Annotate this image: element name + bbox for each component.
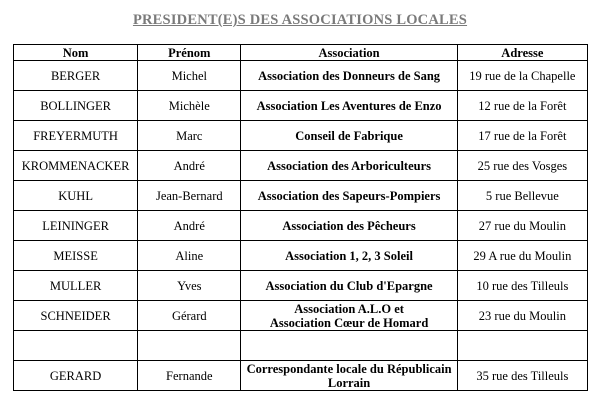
cell-association: Conseil de Fabrique [241, 121, 457, 151]
cell-association [241, 361, 457, 391]
cell-prenom: André [138, 211, 241, 241]
association-line-1: Association A.L.O et [294, 301, 404, 316]
association-line-2: Lorrain [327, 375, 371, 390]
cell-association: Association 1, 2, 3 Soleil [241, 241, 457, 271]
cell-nom: LEININGER [14, 211, 138, 241]
cell-adresse: 27 rue du Moulin [457, 211, 587, 241]
cell-adresse: 23 rue du Moulin [457, 301, 587, 331]
cell-adresse: 17 rue de la Forêt [457, 121, 587, 151]
cell-prenom: Jean-Bernard [138, 181, 241, 211]
table-row [14, 241, 588, 271]
cell-nom: MULLER [14, 271, 138, 301]
cell-adresse: 12 rue de la Forêt [457, 91, 587, 121]
page-title: PRESIDENT(E)S DES ASSOCIATIONS LOCALES [132, 12, 468, 28]
cell-association: Association des Sapeurs-Pompiers [241, 181, 457, 211]
cell-nom: KROMMENACKER [14, 151, 138, 181]
cell-prenom: Yves [138, 271, 241, 301]
cell-adresse: 5 rue Bellevue [457, 181, 587, 211]
table-row [14, 181, 588, 211]
association-line-1: Correspondante locale du Républicain [246, 361, 452, 376]
table-row [14, 91, 588, 121]
cell-prenom: Michèle [138, 91, 241, 121]
table-row [14, 301, 588, 331]
table-row-footer [14, 361, 588, 391]
association-line-2: Association Cœur de Homard [269, 315, 429, 330]
cell-adresse: 25 rue des Vosges [457, 151, 587, 181]
cell-nom: FREYERMUTH [14, 121, 138, 151]
cell-prenom: Michel [138, 61, 241, 91]
header-association: Association [241, 45, 457, 61]
cell-nom: BERGER [14, 61, 138, 91]
cell-nom: KUHL [14, 181, 138, 211]
cell-association [241, 301, 457, 331]
cell-association: Association des Arboriculteurs [241, 151, 457, 181]
cell-association: Association Les Aventures de Enzo [241, 91, 457, 121]
cell-adresse: 10 rue des Tilleuls [457, 271, 587, 301]
cell-prenom: Fernande [138, 361, 241, 391]
table-row [14, 211, 588, 241]
cell-association: Association du Club d'Epargne [241, 271, 457, 301]
header-nom: Nom [14, 45, 138, 61]
cell-prenom: Aline [138, 241, 241, 271]
cell-nom: MEISSE [14, 241, 138, 271]
table-row [14, 121, 588, 151]
cell-association: Association des Donneurs de Sang [241, 61, 457, 91]
cell-prenom: Marc [138, 121, 241, 151]
cell-association: Association des Pêcheurs [241, 211, 457, 241]
table-row [14, 151, 588, 181]
table-row [14, 271, 588, 301]
table-header-row [14, 45, 588, 61]
header-adresse: Adresse [457, 45, 587, 61]
associations-table [13, 44, 588, 391]
double-rule-separator [14, 331, 588, 361]
header-prenom: Prénom [138, 45, 241, 61]
cell-prenom: André [138, 151, 241, 181]
cell-adresse: 35 rue des Tilleuls [457, 361, 587, 391]
cell-adresse: 19 rue de la Chapelle [457, 61, 587, 91]
cell-nom: BOLLINGER [14, 91, 138, 121]
cell-prenom: Gérard [138, 301, 241, 331]
cell-nom: SCHNEIDER [14, 301, 138, 331]
table-row [14, 61, 588, 91]
cell-nom: GERARD [14, 361, 138, 391]
cell-adresse: 29 A rue du Moulin [457, 241, 587, 271]
